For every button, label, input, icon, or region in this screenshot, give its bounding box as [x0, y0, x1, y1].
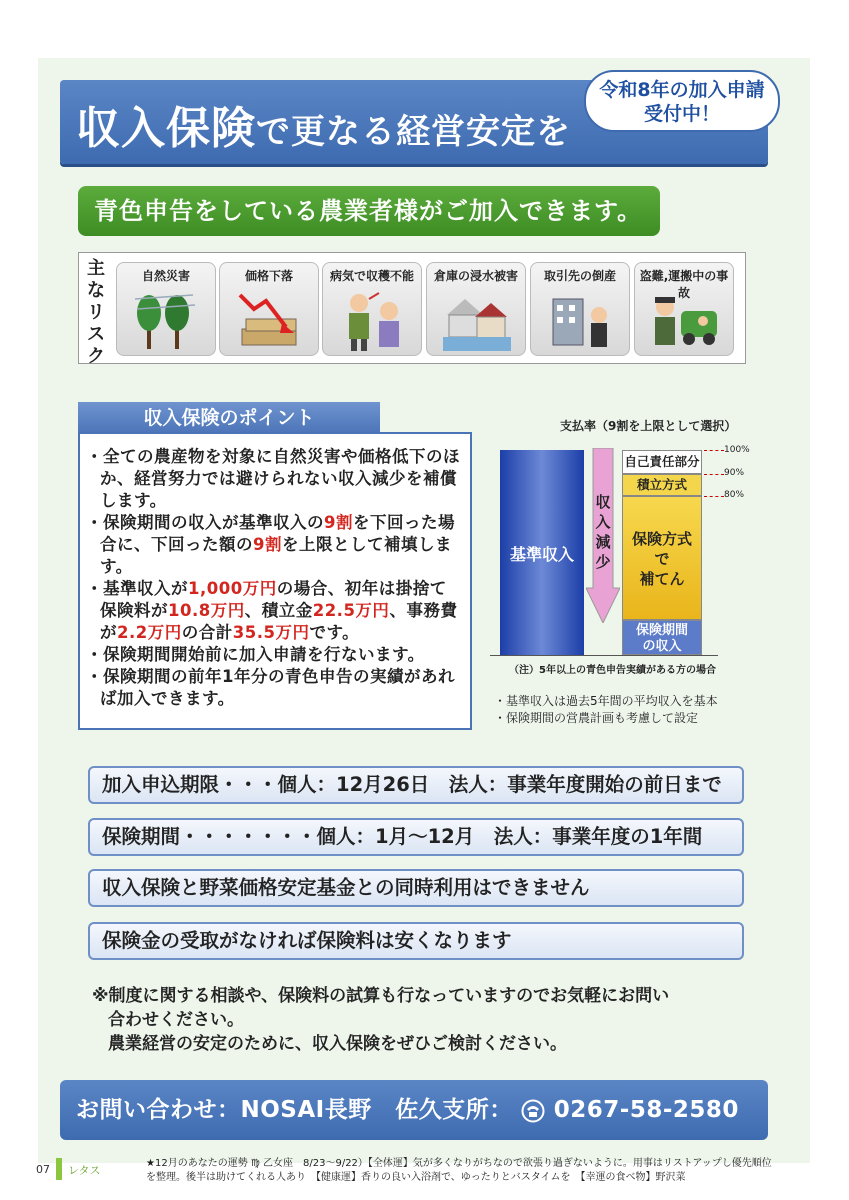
point-item: ・保険期間開始前に加入申請を行ないます。: [86, 645, 425, 664]
segment-insurance: 保険方式 で 補てん: [622, 496, 702, 620]
page-title: [76, 92, 571, 156]
badge-line1: 令和8年の加入申請: [599, 79, 765, 101]
info-bar-period: 保険期間・・・・・・・個人：1月～12月 法人：事業年度の1年間: [88, 818, 744, 856]
notice-line3: 農業経営の安定のために、収入保険をぜひご検討ください。: [108, 1034, 567, 1054]
storm-trees-icon: [133, 289, 201, 351]
bankruptcy-icon: [547, 289, 615, 351]
horoscope-line1: ★12月のあなたの運勢 ♍ 乙女座 8/23〜9/22）【全体運】気が多くなりがちなので欲張り過ぎないように。用事はリストアップし優先順位: [146, 1158, 772, 1169]
pct-90: 90%: [724, 468, 745, 478]
section-name: レタス: [68, 1164, 101, 1177]
points-heading: 収入保険のポイント: [78, 402, 380, 434]
point-item: ・全ての農産物を対象に自然災害や価格低下のほか、経営努力では避けられない収入減少を補償します。: [86, 447, 460, 510]
chart-caption: 支払率（9割を上限として選択）: [560, 419, 737, 433]
decrease-label: 収 入 減 少: [595, 493, 611, 571]
segment-savings: 積立方式: [622, 474, 702, 496]
point-item: ・基準収入が1,000万円の場合、初年は掛捨て保険料が10.8万円、積立金22.5万円、事務費が2.2万円の合計35.5万円です。: [86, 579, 458, 642]
contact-phone[interactable]: 0267-58-2580: [553, 1097, 739, 1123]
theft-accident-icon: [651, 289, 719, 351]
falling-price-icon: [236, 289, 304, 351]
risk-card: [116, 262, 216, 356]
pct-80: 80%: [724, 490, 745, 500]
contact-text: お問い合わせ：NOSAI長野 佐久支所：: [76, 1097, 513, 1123]
risk-card: [219, 262, 319, 356]
chart-bullet: ・保険期間の営農計画も考慮して設定: [494, 711, 699, 725]
notice-line1: ※制度に関する相談や、保険料の試算も行なっていますのでお気軽にお問い: [92, 986, 670, 1006]
title-rest: で更なる経営安定を: [256, 112, 571, 152]
risk-label: 盗難,運搬中の事故: [639, 269, 729, 300]
point-item: ・保険期間の収入が基準収入の9割を下回った場合に、下回った額の9割を上限として補填します。: [86, 513, 455, 576]
horoscope-line2: を整理。後半は助けてくれる人あり 【健康運】香りの良い入浴剤で、ゆったりとバスタイムを 【幸運の食べ物】野沢菜: [146, 1172, 686, 1183]
point-item: ・保険期間の前年1年分の青色申告の実績があれば加入できます。: [86, 667, 455, 708]
application-badge: [584, 70, 780, 132]
risk-card: [322, 262, 422, 356]
line-90: [704, 474, 724, 475]
badge-line2: 受付中！: [643, 103, 720, 125]
risk-label: 価格下落: [244, 269, 293, 283]
sick-farmer-icon: [339, 289, 407, 351]
horoscope: [146, 1157, 796, 1185]
risk-heading: 主 な リ ス ク: [87, 258, 105, 367]
notice: [92, 984, 762, 1056]
flooded-warehouse-icon: [443, 289, 511, 351]
notice-line2: 合わせください。: [108, 1010, 244, 1030]
chart-bullet: ・基準収入は過去5年間の平均収入を基本: [494, 694, 718, 708]
base-income-bar: 基準収入: [500, 450, 584, 655]
line-100: [704, 450, 724, 451]
eligibility-banner: 青色申告をしている農業者様がご加入できます。: [78, 186, 660, 236]
line-80: [704, 496, 724, 497]
section-marker: [56, 1158, 62, 1180]
info-bar-deadline: 加入申込期限・・・個人：12月26日 法人：事業年度開始の前日まで: [88, 766, 744, 804]
risk-card: [530, 262, 630, 356]
segment-period-income: 保険期間 の収入: [622, 620, 702, 655]
risk-label: 倉庫の浸水被害: [433, 269, 518, 283]
page-number: 07: [36, 1163, 50, 1176]
risk-label: 病気で収穫不能: [329, 269, 414, 283]
pct-100: 100%: [724, 445, 750, 455]
risk-label: 自然災害: [141, 269, 190, 283]
phone-icon: [521, 1099, 545, 1123]
info-bar-combination: 収入保険と野菜価格安定基金との同時利用はできません: [88, 869, 744, 907]
risk-label: 取引先の倒産: [543, 269, 616, 283]
info-bar-discount: 保険金の受取がなければ保険料は安くなります: [88, 922, 744, 960]
chart-note: （注）5年以上の青色申告実績がある方の場合: [509, 665, 716, 676]
segment-self-responsibility: 自己責任部分: [622, 450, 702, 474]
contact-bar: [60, 1080, 768, 1140]
risk-card: [426, 262, 526, 356]
risk-card: [634, 262, 734, 356]
title-main: 収入保険: [76, 103, 256, 154]
points-list: [78, 432, 472, 730]
chart-baseline: [490, 655, 718, 656]
